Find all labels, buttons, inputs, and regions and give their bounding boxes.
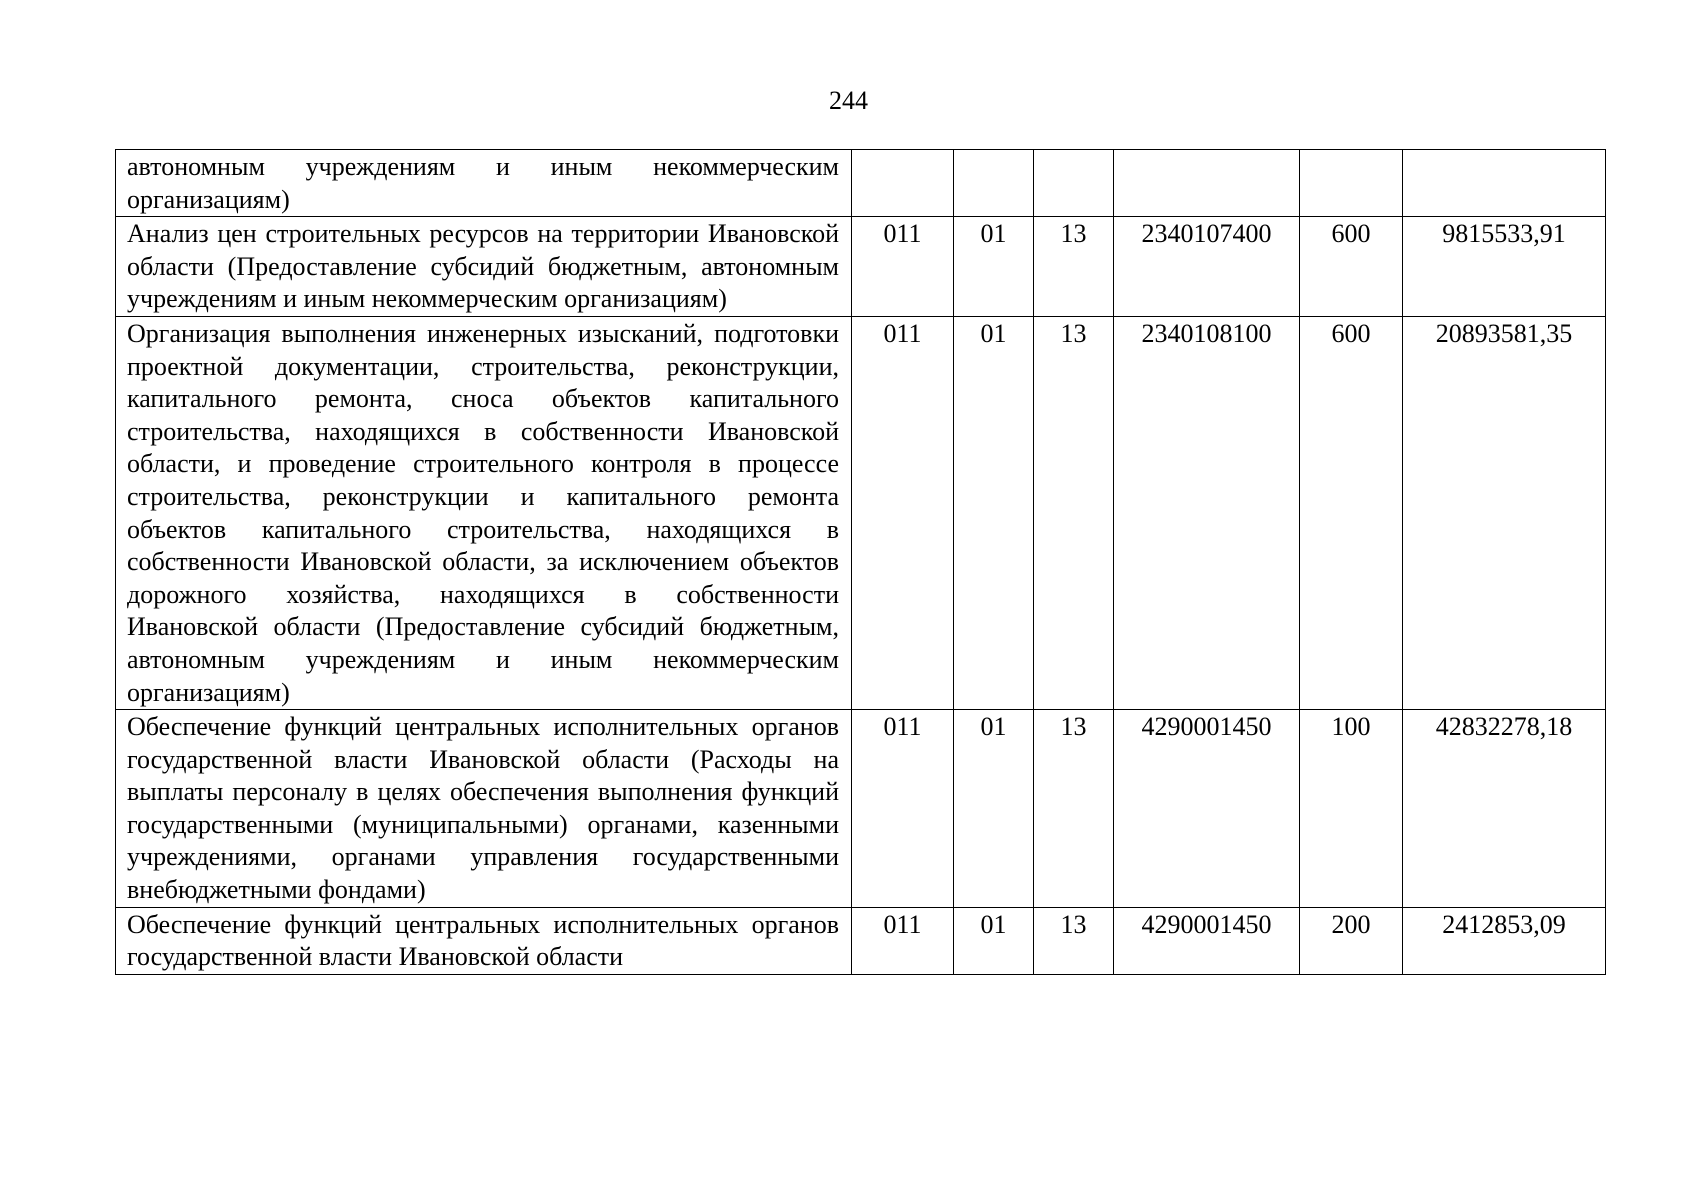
subsection-code: 13	[1034, 217, 1114, 317]
amount-value: 2412853,09	[1403, 907, 1606, 974]
amount-value: 20893581,35	[1403, 316, 1606, 709]
ministry-code	[852, 150, 954, 217]
target-article-code: 4290001450	[1114, 907, 1300, 974]
ministry-code: 011	[852, 907, 954, 974]
row-description: автономным учреждениям и иным некоммерческим организациям)	[116, 150, 852, 217]
ministry-code: 011	[852, 316, 954, 709]
page-number: 244	[829, 86, 868, 115]
table-row	[116, 217, 1606, 317]
section-code: 01	[954, 217, 1034, 317]
subsection-code: 13	[1034, 907, 1114, 974]
table-row	[116, 150, 1606, 217]
expense-type-code: 600	[1300, 217, 1403, 317]
expense-type-code: 600	[1300, 316, 1403, 709]
ministry-code: 011	[852, 217, 954, 317]
expense-type-code: 200	[1300, 907, 1403, 974]
subsection-code: 13	[1034, 316, 1114, 709]
row-description: Обеспечение функций центральных исполнительных органов государственной власти Ивановской области	[116, 907, 852, 974]
section-code: 01	[954, 710, 1034, 908]
target-article-code: 2340107400	[1114, 217, 1300, 317]
subsection-code	[1034, 150, 1114, 217]
target-article-code: 4290001450	[1114, 710, 1300, 908]
target-article-code: 2340108100	[1114, 316, 1300, 709]
table-row	[116, 316, 1606, 709]
amount-value: 9815533,91	[1403, 217, 1606, 317]
section-code: 01	[954, 907, 1034, 974]
target-article-code	[1114, 150, 1300, 217]
row-description: Анализ цен строительных ресурсов на территории Ивановской области (Предоставление субсидий бюджетным, автономным учреждениям и иным некоммерческим организациям)	[116, 217, 852, 317]
section-code	[954, 150, 1034, 217]
row-description: Обеспечение функций центральных исполнительных органов государственной власти Ивановской области (Расходы на выплаты персоналу в целях обеспечения выполнения функций государственными (муниципальными) органами, казенными учреждениями, органами управления государственными внебюджетными фондами)	[116, 710, 852, 908]
expense-type-code: 100	[1300, 710, 1403, 908]
budget-table	[115, 149, 1606, 975]
table-row	[116, 710, 1606, 908]
ministry-code: 011	[852, 710, 954, 908]
amount-value	[1403, 150, 1606, 217]
table-row	[116, 907, 1606, 974]
row-description: Организация выполнения инженерных изысканий, подготовки проектной документации, строительства, реконструкции, капитального ремонта, сноса объектов капитального строительства, находящихся в собственности Ивановской области, и проведение строительного контроля в процессе строительства, реконструкции и капитального ремонта объектов капитального строительства, находящихся в собственности Ивановской области, за исключением объектов дорожного хозяйства, находящихся в собственности Ивановской области (Предоставление субсидий бюджетным, автономным учреждениям и иным некоммерческим организациям)	[116, 316, 852, 709]
amount-value: 42832278,18	[1403, 710, 1606, 908]
expense-type-code	[1300, 150, 1403, 217]
subsection-code: 13	[1034, 710, 1114, 908]
section-code: 01	[954, 316, 1034, 709]
